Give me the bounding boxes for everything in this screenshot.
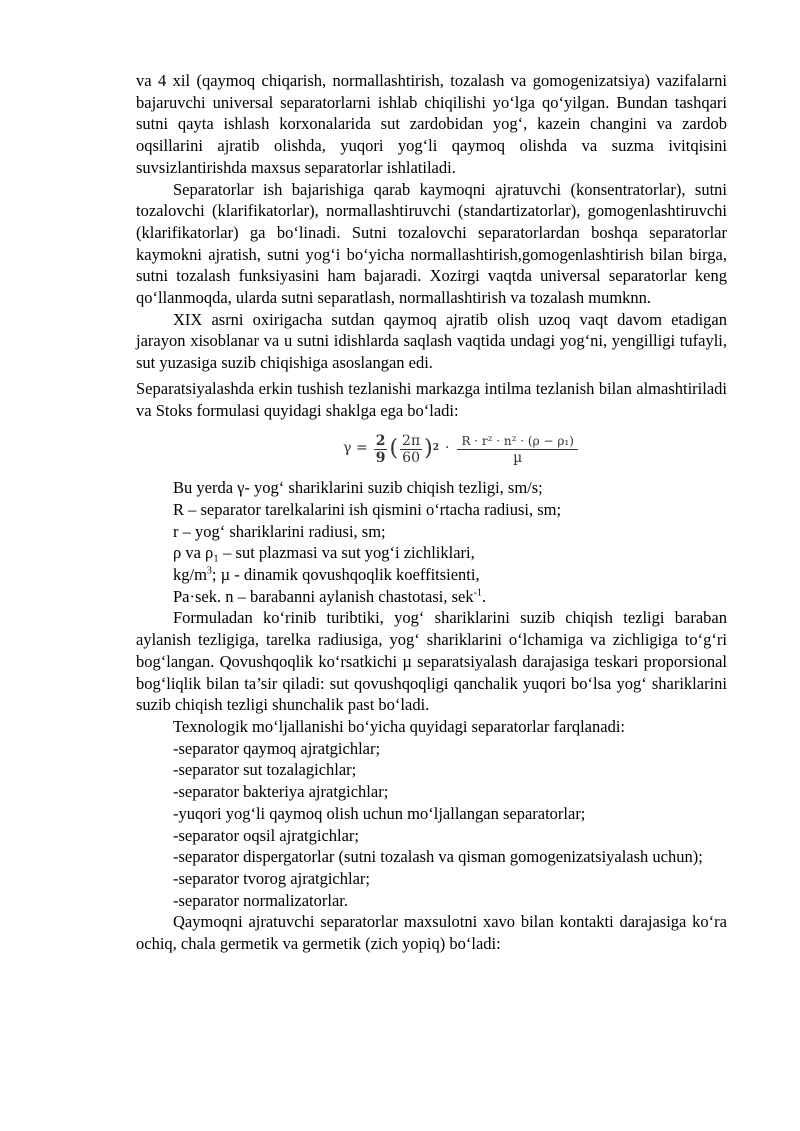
formula-coefficient: $\frac{2}{9}$ bbox=[375, 432, 386, 466]
definition-line: ρ va ρ₁ – sut plazmasi va sut yog‘i zichliklari, bbox=[173, 543, 475, 563]
formula-lhs: γ = bbox=[343, 440, 368, 457]
formula-dot: · bbox=[445, 440, 450, 457]
paragraph: va 4 xil (qaymoq chiqarish, normallashtirish, tozalash va gomogenizatsiya) vazifalarni bajaruvchi universal separatorlarni ishlab chiqilishi yo‘lga qo‘yilgan. Bundan tashqari sutni qayta ishlash korxonalarida sut zardobidan yog‘, kazein changini va zardob oqsillarini ajratib olishda, yuqori yog‘li qaymoq olishda va suzma ivitqisini suvsizlantirishda maxsus separatorlar ishlatiladi. bbox=[136, 71, 727, 177]
list-item: -separator oqsil ajratgichlar; bbox=[173, 825, 360, 845]
list-item: -separator dispergatorlar (sutni tozalash va qisman gomogenizatsiyalash uchun); bbox=[173, 847, 703, 867]
paragraph: Formuladan ko‘rinib turibtiki, yog‘ shariklarini suzib chiqish tezligi baraban aylanish tezligiga, tarelka radiusiga, yog‘ shariklarini o‘lchamiga va zichligiga to‘g‘ri bog‘langan. Qovushqoqlik ko‘rsatkichi µ separatsiyalash darajasiga teskari proporsional bog‘liqlik bilan ta’sir qiladi: sut qovushqoqligi qanchalik yuqori bo‘lsa yog‘ shariklarini suzib chiqish tezligi shunchalik past bo‘ladi. bbox=[136, 608, 727, 715]
formula-exponent: 2 bbox=[432, 443, 439, 454]
definition-line: R – separator tarelkalarini ish qismini o‘rtacha radiusi, sm; bbox=[173, 499, 562, 519]
list-item: -separator bakteriya ajratgichlar; bbox=[173, 782, 389, 802]
list-item: -separator tvorog ajratgichlar; bbox=[173, 868, 370, 888]
formula-angular-factor: $\frac{2\pi}{60}$ bbox=[402, 432, 421, 466]
definition-line: r – yog‘ shariklarini radiusi, sm; bbox=[173, 521, 386, 541]
list-item: -separator qaymoq ajratgichlar; bbox=[173, 738, 381, 758]
document-body bbox=[136, 70, 727, 955]
list-item: -separator normalizatorlar. bbox=[173, 890, 348, 910]
paragraph: XIX asrni oxirigacha sutdan qaymoq ajratib olish uzoq vaqt davom etadigan jarayon xisoblanar va u sutni idishlarda saqlash vaqtida undagi yog‘ni, yengilligi tufayli, sut yuzasiga suzib chiqishiga asoslangan edi. bbox=[136, 309, 727, 373]
list-item: -yuqori yog‘li qaymoq olish uchun mo‘ljallangan separatorlar; bbox=[173, 803, 586, 823]
paragraph: Texnologik mo‘ljallanishi bo‘yicha quyidagi separatorlar farqlanadi: bbox=[173, 716, 625, 736]
paragraph: Qaymoqni ajratuvchi separatorlar maxsulotni xavo bilan kontakti darajasiga ko‘ra ochiq, chala germetik va germetik (zich yopiq) bo‘ladi: bbox=[136, 912, 727, 954]
definition-line: Bu yerda γ- yog‘ shariklarini suzib chiqish tezligi, sm/s; bbox=[173, 478, 543, 498]
formula-main-fraction: $\frac{\text{R · r² · n² · (ρ − ρ₁)}}{\text{µ}}$ bbox=[457, 433, 577, 466]
definition-line: Pa·sek. n – barabanni aylanish chastotasi, sek$^{-1}$. bbox=[173, 586, 487, 606]
list-item: -separator sut tozalagichlar; bbox=[173, 760, 357, 780]
paragraph: Separatsiyalashda erkin tushish tezlanishi markazga intilma tezlanish bilan almashtiriladi va Stoks formulasi quyidagi shaklga ega bo‘ladi: bbox=[136, 378, 727, 420]
stokes-formula: γ = $\frac{2}{9}$ ( $\frac{2\pi}{60}$ ) 2 · $\frac{\text{R · r² · n² · (ρ − ρ₁)}}{\text{µ}}$ bbox=[136, 423, 727, 475]
paragraph: Separatorlar ish bajarishiga qarab kaymoqni ajratuvchi (konsentratorlar), sutni tozalovchi (klarifikatorlar), normallashtiruvchi (standartizatorlar), gomogenlashtiruvchi (klarifikatorlar) ga bo‘linadi. Sutni tozalovchi separatorlardan boshqa separatorlar kaymokni ajratish, sutni yog‘i bo‘yicha normallashtirish,gomogenlashtirish bilan birga, sutni tozalash funksiyasini ham bajaradi. Xozirgi vaqtda universal separatorlar keng qo‘llanmoqda, ularda sutni separatlash, normallashtirish va tozalash mumknn. bbox=[136, 179, 727, 308]
definition-line: $kg/m^3$; µ - dinamik qovushqoqlik koeffitsienti, bbox=[173, 565, 480, 585]
